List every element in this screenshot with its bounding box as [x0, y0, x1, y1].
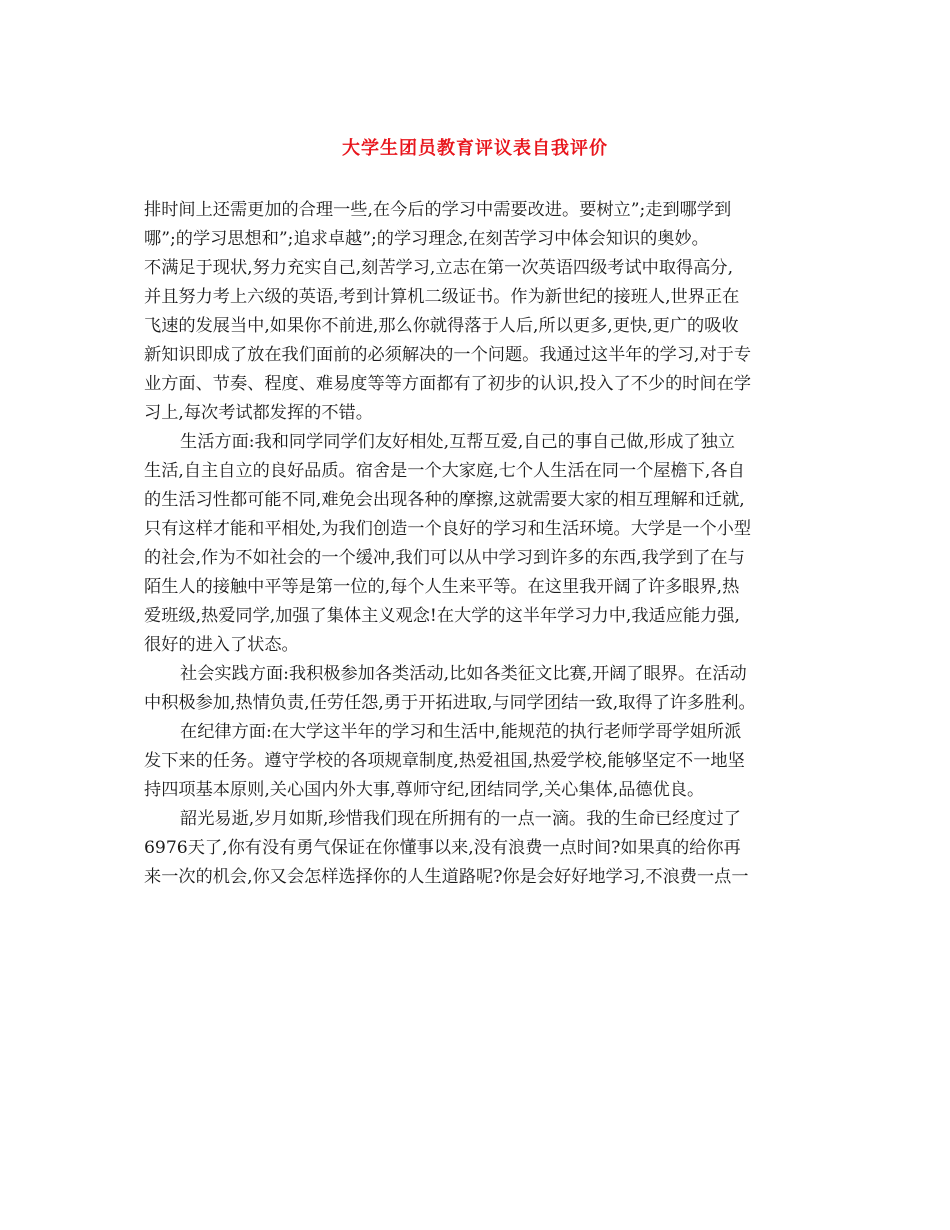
- paragraph-first-line: 社会实践方面:我积极参加各类活动,比如各类征文比赛,开阔了眼界。在活动: [180, 664, 747, 684]
- text-line: 飞速的发展当中,如果你不前进,那么你就得落于人后,所以更多,更快,更广的吸收: [144, 316, 739, 336]
- paragraph-first-line: 生活方面:我和同学同学们友好相处,互帮互爱,自己的事自己做,形成了独立: [180, 432, 735, 452]
- text-line: 的生活习性都可能不同,难免会出现各种的摩擦,这就需要大家的相互理解和迁就,: [144, 490, 745, 510]
- text-line: 哪”;的学习思想和”;追求卓越”;的学习理念,在刻苦学习中体会知识的奥妙。: [144, 229, 709, 249]
- paragraph-first-line: 韶光易逝,岁月如斯,珍惜我们现在所拥有的一点一滴。我的生命已经度过了: [180, 809, 741, 829]
- text-line: 排时间上还需更加的合理一些,在今后的学习中需要改进。要树立”;走到哪学到: [144, 200, 732, 220]
- text-line: 持四项基本原则,关心国内外大事,尊师守纪,团结同学,关心集体,品德优良。: [144, 780, 705, 800]
- text-line: 新知识即成了放在我们面前的必须解决的一个问题。我通过这半年的学习,对于专: [144, 345, 752, 365]
- document-title: 大学生团员教育评议表自我评价: [342, 138, 608, 159]
- text-line: 来一次的机会,你又会怎样选择你的人生道路呢?你是会好好地学习,不浪费一点一: [144, 867, 749, 887]
- text-line: 不满足于现状,努力充实自己,刻苦学习,立志在第一次英语四级考试中取得高分,: [144, 258, 734, 278]
- text-line: 习上,每次考试都发挥的不错。: [144, 403, 373, 423]
- text-line: 陌生人的接触中平等是第一位的,每个人生来平等。在这里我开阔了许多眼界,热: [144, 577, 740, 597]
- paragraph-first-line: 在纪律方面:在大学这半年的学习和生活中,能规范的执行老师学哥学姐所派: [180, 722, 742, 742]
- text-line: 只有这样才能和平相处,为我们创造一个良好的学习和生活环境。大学是一个小型: [144, 519, 752, 539]
- text-line: 生活,自主自立的良好品质。宿舍是一个大家庭,七个人生活在同一个屋檐下,各自: [144, 461, 745, 481]
- text-line: 的社会,作为不如社会的一个缓冲,我们可以从中学习到许多的东西,我学到了在与: [144, 548, 745, 568]
- text-line: 爱班级,热爱同学,加强了集体主义观念!在大学的这半年学习力中,我适应能力强,: [144, 606, 740, 626]
- text-line: 并且努力考上六级的英语,考到计算机二级证书。作为新世纪的接班人,世界正在: [144, 287, 740, 307]
- text-line: 发下来的任务。遵守学校的各项规章制度,热爱祖国,热爱学校,能够坚定不一地坚: [144, 751, 745, 771]
- text-line: 6976天了,你有没有勇气保证在你懂事以来,没有浪费一点时间?如果真的给你再: [144, 838, 741, 858]
- text-line: 中积极参加,热情负责,任劳任怨,勇于开拓进取,与同学团结一致,取得了许多胜利。: [144, 693, 756, 713]
- text-line: 很好的进入了状态。: [144, 635, 299, 655]
- text-line: 业方面、节奏、程度、难易度等等方面都有了初步的认识,投入了不少的时间在学: [144, 374, 752, 394]
- document-body: [144, 196, 824, 892]
